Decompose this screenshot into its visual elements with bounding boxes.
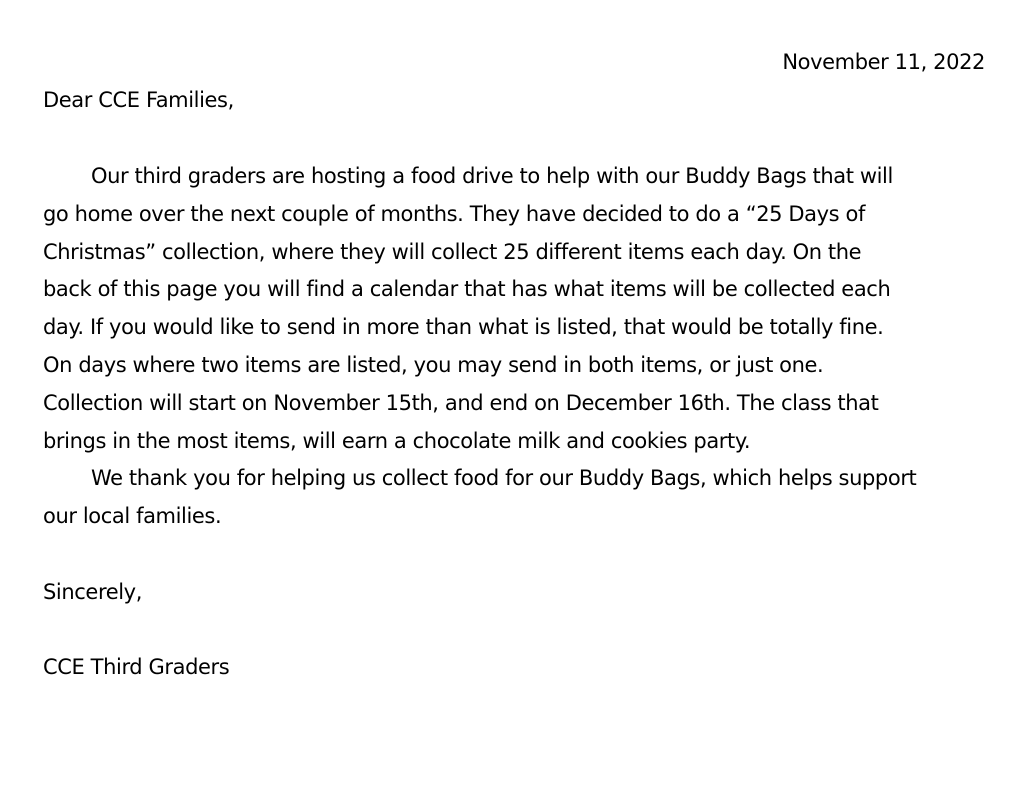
letter-signature: CCE Third Graders <box>43 655 230 679</box>
letter-closing: Sincerely, <box>43 580 142 604</box>
body-line: On days where two items are listed, you may send in both items, or just one. <box>43 352 824 377</box>
body-line: our local families. <box>43 504 222 529</box>
body-line: Collection will start on November 15th, and end on December 16th. The class that <box>43 390 879 415</box>
body-line: back of this page you will find a calendar that has what items will be collected each <box>43 277 891 302</box>
body-line: day. If you would like to send in more than what is listed, that would be totally fine. <box>43 315 884 340</box>
body-line: Christmas” collection, where they will collect 25 different items each day. On the <box>43 239 862 264</box>
body-line: Our third graders are hosting a food drive to help with our Buddy Bags that will <box>91 164 893 188</box>
body-line: We thank you for helping us collect food for our Buddy Bags, which helps support <box>91 466 917 491</box>
letter-body <box>43 158 991 536</box>
letter-date: November 11, 2022 <box>782 50 985 74</box>
body-line: go home over the next couple of months. They have decided to do a “25 Days of <box>43 201 865 226</box>
letter-salutation: Dear CCE Families, <box>43 88 234 112</box>
body-line: brings in the most items, will earn a chocolate milk and cookies party. <box>43 428 751 453</box>
